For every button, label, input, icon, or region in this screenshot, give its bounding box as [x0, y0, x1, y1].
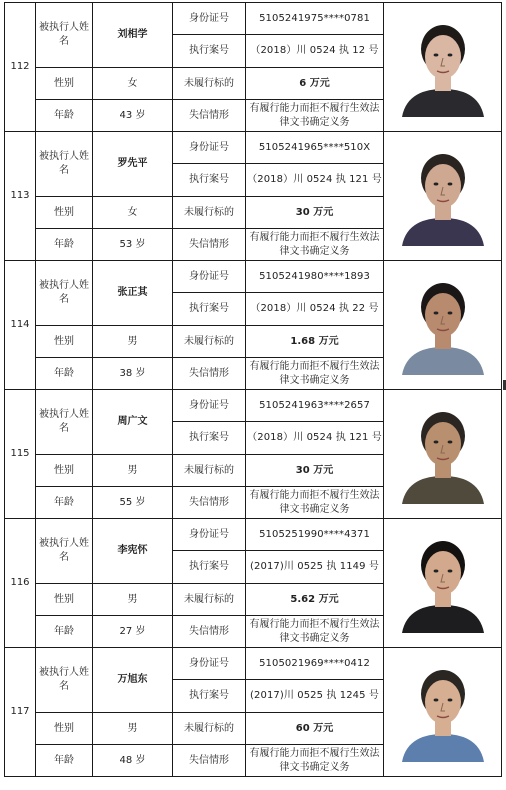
record-row-id [5, 261, 502, 293]
label-case-number: 执行案号 [173, 680, 246, 713]
default-situation: 有履行能力而拒不履行生效法律文书确定义务 [246, 358, 384, 390]
label-unperformed: 未履行标的 [173, 713, 246, 745]
default-situation: 有履行能力而拒不履行生效法律文书确定义务 [246, 487, 384, 519]
id-number: 5105241963****2657 [246, 390, 384, 422]
portrait-image [396, 404, 490, 504]
executee-name: 万旭东 [93, 648, 173, 713]
gender: 男 [93, 584, 173, 616]
unperformed-amount: 60 万元 [246, 713, 384, 745]
label-age: 年龄 [36, 616, 93, 648]
label-gender: 性别 [36, 68, 93, 100]
portrait-image [396, 146, 490, 246]
label-unperformed: 未履行标的 [173, 584, 246, 616]
id-number: 5105251990****4371 [246, 519, 384, 551]
label-executee-name: 被执行人姓名 [36, 3, 93, 68]
age: 55 岁 [93, 487, 173, 519]
portrait-left-eye [433, 183, 438, 186]
case-number: （2018）川 0524 执 121 号 [246, 164, 384, 197]
case-number: （2018）川 0524 执 121 号 [246, 422, 384, 455]
id-number: 5105021969****0412 [246, 648, 384, 680]
label-gender: 性别 [36, 713, 93, 745]
record-row-id [5, 519, 502, 551]
portrait-image [396, 533, 490, 633]
label-executee-name: 被执行人姓名 [36, 390, 93, 455]
portrait-left-eye [433, 441, 438, 444]
label-gender: 性别 [36, 584, 93, 616]
record-number: 112 [5, 3, 36, 132]
portrait-left-eye [433, 54, 438, 57]
portrait-right-eye [447, 570, 452, 573]
unperformed-amount: 5.62 万元 [246, 584, 384, 616]
label-id-number: 身份证号 [173, 261, 246, 293]
executee-name: 周广文 [93, 390, 173, 455]
label-case-number: 执行案号 [173, 164, 246, 197]
executee-photo [384, 261, 502, 390]
gender: 女 [93, 68, 173, 100]
executee-name: 李宪怀 [93, 519, 173, 584]
record-row-id [5, 132, 502, 164]
label-case-number: 执行案号 [173, 35, 246, 68]
label-age: 年龄 [36, 229, 93, 261]
age: 53 岁 [93, 229, 173, 261]
record-row-id [5, 3, 502, 35]
executee-photo [384, 519, 502, 648]
label-executee-name: 被执行人姓名 [36, 648, 93, 713]
case-number: （2018）川 0524 执 12 号 [246, 35, 384, 68]
label-id-number: 身份证号 [173, 519, 246, 551]
unperformed-amount: 6 万元 [246, 68, 384, 100]
gender: 男 [93, 326, 173, 358]
unperformed-amount: 1.68 万元 [246, 326, 384, 358]
label-default-situation: 失信情形 [173, 229, 246, 261]
label-age: 年龄 [36, 487, 93, 519]
age: 27 岁 [93, 616, 173, 648]
label-id-number: 身份证号 [173, 390, 246, 422]
case-number: (2017)川 0525 执 1245 号 [246, 680, 384, 713]
executee-name: 刘相学 [93, 3, 173, 68]
label-gender: 性别 [36, 197, 93, 229]
record-row-id [5, 648, 502, 680]
id-number: 5105241975****0781 [246, 3, 384, 35]
portrait-right-eye [447, 183, 452, 186]
default-situation: 有履行能力而拒不履行生效法律文书确定义务 [246, 229, 384, 261]
record-number: 115 [5, 390, 36, 519]
case-number: （2018）川 0524 执 22 号 [246, 293, 384, 326]
label-default-situation: 失信情形 [173, 616, 246, 648]
label-id-number: 身份证号 [173, 3, 246, 35]
unperformed-amount: 30 万元 [246, 197, 384, 229]
case-number: (2017)川 0525 执 1149 号 [246, 551, 384, 584]
record-number: 114 [5, 261, 36, 390]
record-number: 116 [5, 519, 36, 648]
executee-photo [384, 390, 502, 519]
id-number: 5105241980****1893 [246, 261, 384, 293]
label-age: 年龄 [36, 745, 93, 777]
executee-name: 罗先平 [93, 132, 173, 197]
executee-photo [384, 132, 502, 261]
executee-table [4, 2, 502, 777]
label-age: 年龄 [36, 100, 93, 132]
label-gender: 性别 [36, 455, 93, 487]
default-situation: 有履行能力而拒不履行生效法律文书确定义务 [246, 745, 384, 777]
label-age: 年龄 [36, 358, 93, 390]
label-default-situation: 失信情形 [173, 487, 246, 519]
executee-photo [384, 648, 502, 777]
gender: 男 [93, 455, 173, 487]
portrait-image [396, 17, 490, 117]
label-case-number: 执行案号 [173, 293, 246, 326]
portrait-left-eye [433, 312, 438, 315]
label-unperformed: 未履行标的 [173, 326, 246, 358]
label-default-situation: 失信情形 [173, 100, 246, 132]
record-number: 117 [5, 648, 36, 777]
age: 48 岁 [93, 745, 173, 777]
portrait-right-eye [447, 312, 452, 315]
portrait-image [396, 275, 490, 375]
default-situation: 有履行能力而拒不履行生效法律文书确定义务 [246, 616, 384, 648]
label-unperformed: 未履行标的 [173, 197, 246, 229]
record-number: 113 [5, 132, 36, 261]
label-case-number: 执行案号 [173, 551, 246, 584]
label-unperformed: 未履行标的 [173, 455, 246, 487]
id-number: 5105241965****510X [246, 132, 384, 164]
label-default-situation: 失信情形 [173, 358, 246, 390]
portrait-right-eye [447, 441, 452, 444]
portrait-right-eye [447, 54, 452, 57]
default-situation: 有履行能力而拒不履行生效法律文书确定义务 [246, 100, 384, 132]
label-default-situation: 失信情形 [173, 745, 246, 777]
label-id-number: 身份证号 [173, 648, 246, 680]
label-unperformed: 未履行标的 [173, 68, 246, 100]
record-row-id [5, 390, 502, 422]
gender: 女 [93, 197, 173, 229]
portrait-left-eye [433, 699, 438, 702]
portrait-left-eye [433, 570, 438, 573]
age: 43 岁 [93, 100, 173, 132]
portrait-right-eye [447, 699, 452, 702]
gender: 男 [93, 713, 173, 745]
executee-photo [384, 3, 502, 132]
unperformed-amount: 30 万元 [246, 455, 384, 487]
label-executee-name: 被执行人姓名 [36, 132, 93, 197]
label-id-number: 身份证号 [173, 132, 246, 164]
label-case-number: 执行案号 [173, 422, 246, 455]
executee-name: 张正其 [93, 261, 173, 326]
label-executee-name: 被执行人姓名 [36, 519, 93, 584]
label-executee-name: 被执行人姓名 [36, 261, 93, 326]
age: 38 岁 [93, 358, 173, 390]
portrait-image [396, 662, 490, 762]
label-gender: 性别 [36, 326, 93, 358]
